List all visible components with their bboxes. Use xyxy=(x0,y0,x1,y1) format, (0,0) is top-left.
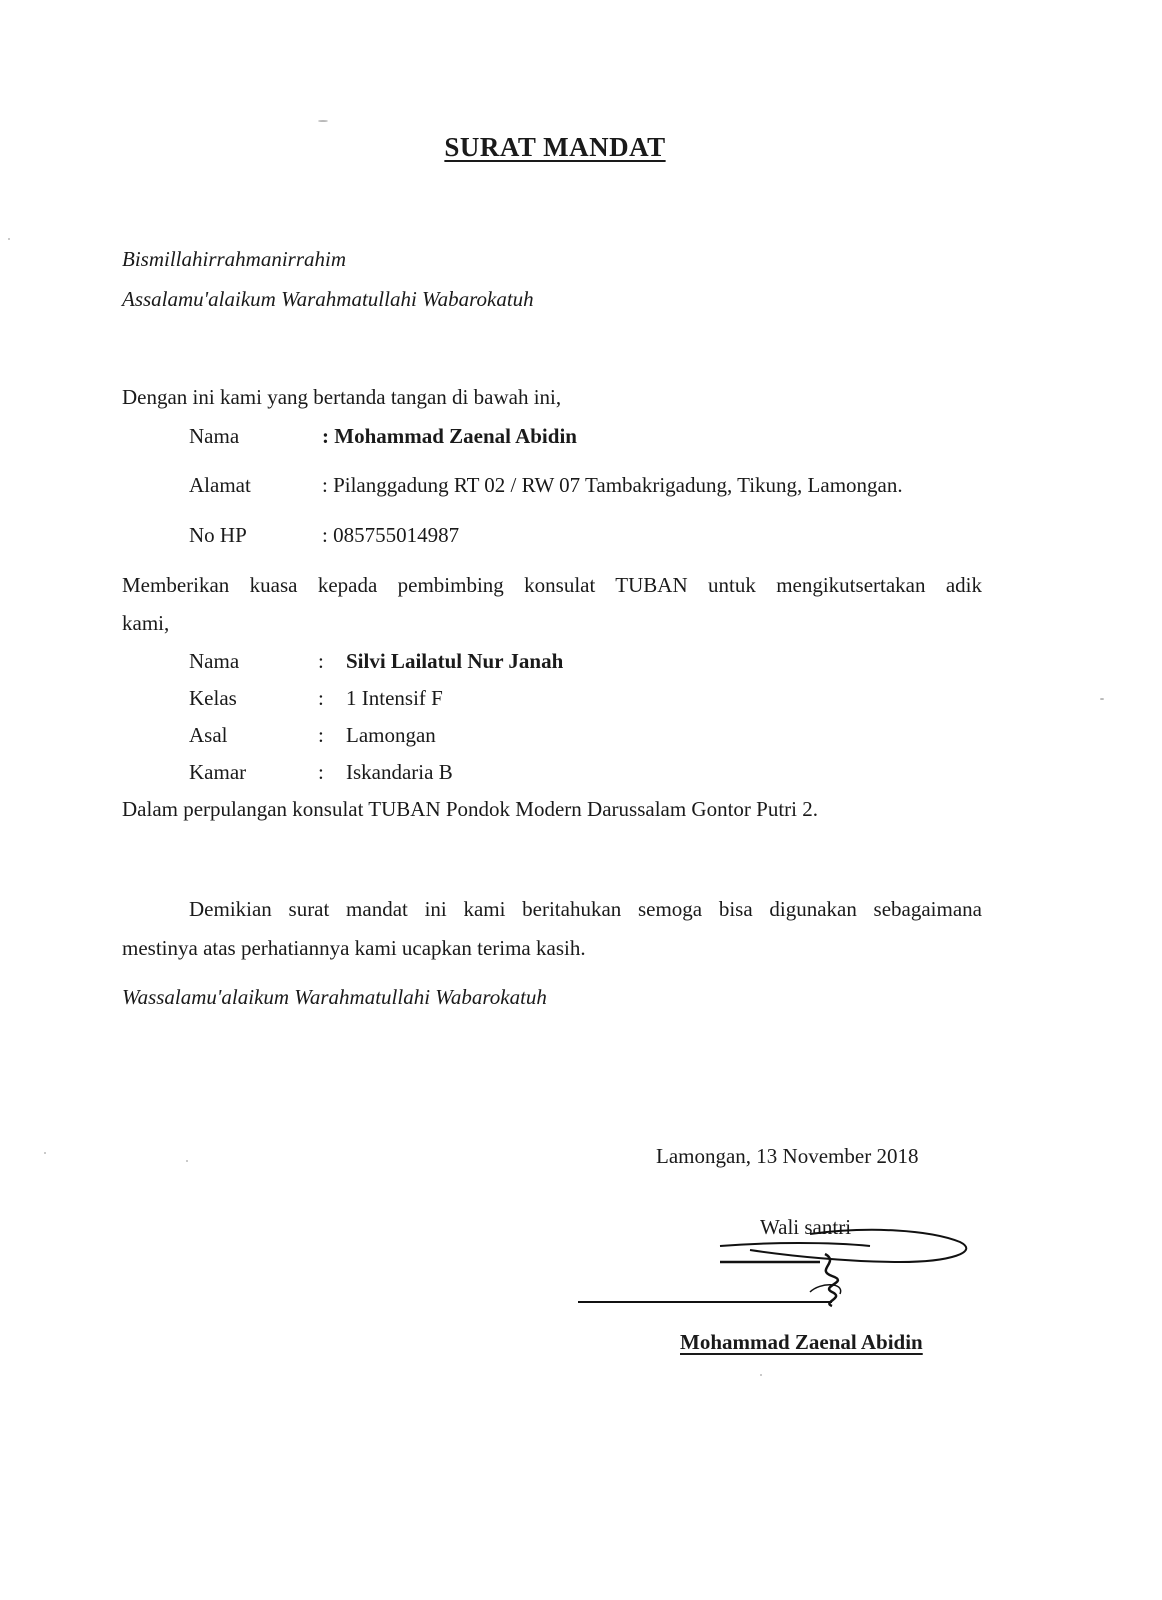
purpose-text: Dalam perpulangan konsulat TUBAN Pondok Modern Darussalam Gontor Putri 2. xyxy=(122,797,819,821)
student-room-value: Iskandaria B xyxy=(346,760,453,784)
signer-name-label: Nama xyxy=(189,424,240,448)
place-date: Lamongan, 13 November 2018 xyxy=(656,1144,919,1168)
opening-greeting: Assalamu'alaikum Warahmatullahi Wabarokatuh xyxy=(122,287,534,311)
basmalah-text: Bismillahirrahmanirrahim xyxy=(122,247,347,271)
intro-text: Dengan ini kami yang bertanda tangan di bawah ini, xyxy=(122,385,562,409)
handwritten-signature xyxy=(570,1212,990,1322)
mandate-line-2: kami, xyxy=(122,611,170,635)
scan-speck xyxy=(186,1160,188,1162)
scan-speck xyxy=(1100,698,1104,700)
closing-line-1: Demikian surat mandat ini kami beritahukan semoga bisa digunakan sebagaimana xyxy=(189,897,982,921)
signer-phone-label: No HP xyxy=(189,523,247,547)
scan-speck xyxy=(44,1152,46,1154)
student-name-label: Nama xyxy=(189,649,240,673)
signer-name-value: : Mohammad Zaenal Abidin xyxy=(322,424,577,448)
letter-title: SURAT MANDAT xyxy=(444,132,666,162)
signer-phone-value: : 085755014987 xyxy=(322,523,460,547)
closing-line-2: mestinya atas perhatiannya kami ucapkan terima kasih. xyxy=(122,936,586,960)
signer-role: Wali santri xyxy=(760,1215,852,1239)
closing-salam: Wassalamu'alaikum Warahmatullahi Wabarokatuh xyxy=(122,985,547,1009)
student-name-colon: : xyxy=(318,649,324,673)
student-origin-colon: : xyxy=(318,723,324,747)
scan-speck xyxy=(318,120,328,122)
signer-address-label: Alamat xyxy=(189,473,251,497)
student-name-value: Silvi Lailatul Nur Janah xyxy=(346,649,564,673)
scan-speck xyxy=(8,238,10,240)
mandate-line-1: Memberikan kuasa kepada pembimbing konsulat TUBAN untuk mengikutsertakan adik xyxy=(122,573,982,597)
student-room-label: Kamar xyxy=(189,760,247,784)
scan-speck xyxy=(760,1374,762,1376)
student-origin-label: Asal xyxy=(189,723,228,747)
signer-printed-name: Mohammad Zaenal Abidin xyxy=(680,1330,923,1354)
student-class-value: 1 Intensif F xyxy=(346,686,443,710)
student-room-colon: : xyxy=(318,760,324,784)
student-class-colon: : xyxy=(318,686,324,710)
signer-address-value: : Pilanggadung RT 02 / RW 07 Tambakrigadung, Tikung, Lamongan. xyxy=(322,473,903,497)
student-class-label: Kelas xyxy=(189,686,237,710)
student-origin-value: Lamongan xyxy=(346,723,436,747)
